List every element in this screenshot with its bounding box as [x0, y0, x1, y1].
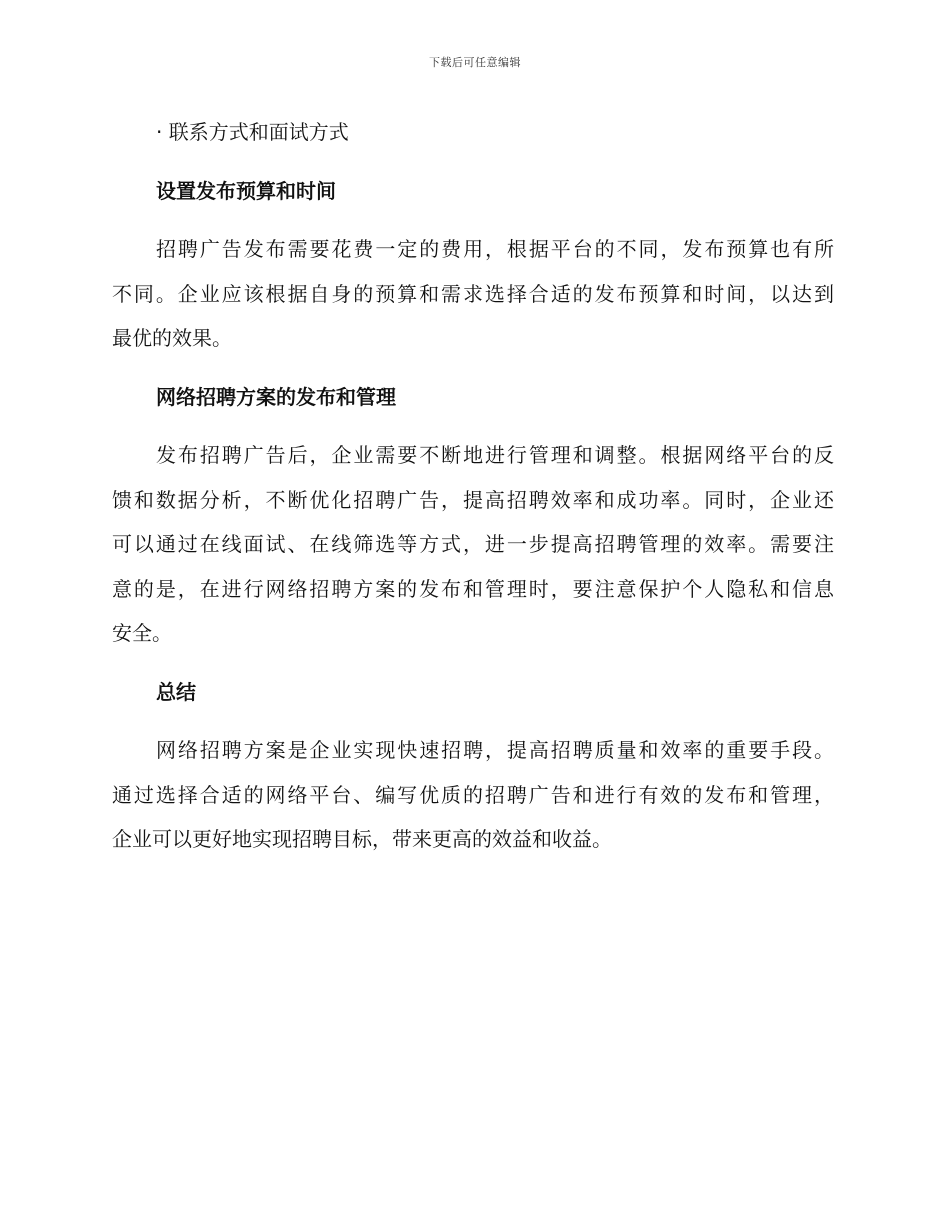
- paragraph-line: 不同。企业应该根据自身的预算和需求选择合适的发布预算和时间，以达到: [112, 281, 834, 306]
- header-note: 下载后可任意编辑: [429, 56, 521, 69]
- paragraph-line: 可以通过在线面试、在线筛选等方式，进一步提高招聘管理的效率。需要注: [112, 532, 834, 556]
- section-heading-budget: 设置发布预算和时间: [156, 178, 336, 203]
- paragraph-line: 通过选择合适的网络平台、编写优质的招聘广告和进行有效的发布和管理，: [112, 782, 834, 807]
- paragraph-budget: [112, 227, 834, 361]
- paragraph-line: 最优的效果。: [112, 326, 232, 350]
- paragraph-management: [112, 433, 834, 656]
- paragraph-line: 馈和数据分析，不断优化招聘广告，提高招聘效率和成功率。同时，企业还: [112, 487, 834, 512]
- paragraph-summary: [112, 728, 834, 862]
- paragraph-line: 发布招聘广告后，企业需要不断地进行管理和调整。根据网络平台的反: [156, 443, 834, 467]
- paragraph-line: 企业可以更好地实现招聘目标，带来更高的效益和收益。: [112, 827, 612, 851]
- section-heading-management: 网络招聘方案的发布和管理: [156, 384, 396, 409]
- document-content: [112, 110, 834, 876]
- section-heading-summary: 总结: [156, 679, 196, 704]
- paragraph-line: 网络招聘方案是企业实现快速招聘，提高招聘质量和效率的重要手段。: [156, 738, 834, 762]
- paragraph-line: 意的是，在进行网络招聘方案的发布和管理时，要注意保护个人隐私和信息: [112, 576, 834, 601]
- paragraph-line: 招聘广告发布需要花费一定的费用，根据平台的不同，发布预算也有所: [156, 237, 834, 261]
- bullet-item: · 联系方式和面试方式: [156, 120, 349, 144]
- paragraph-line: 安全。: [112, 621, 172, 645]
